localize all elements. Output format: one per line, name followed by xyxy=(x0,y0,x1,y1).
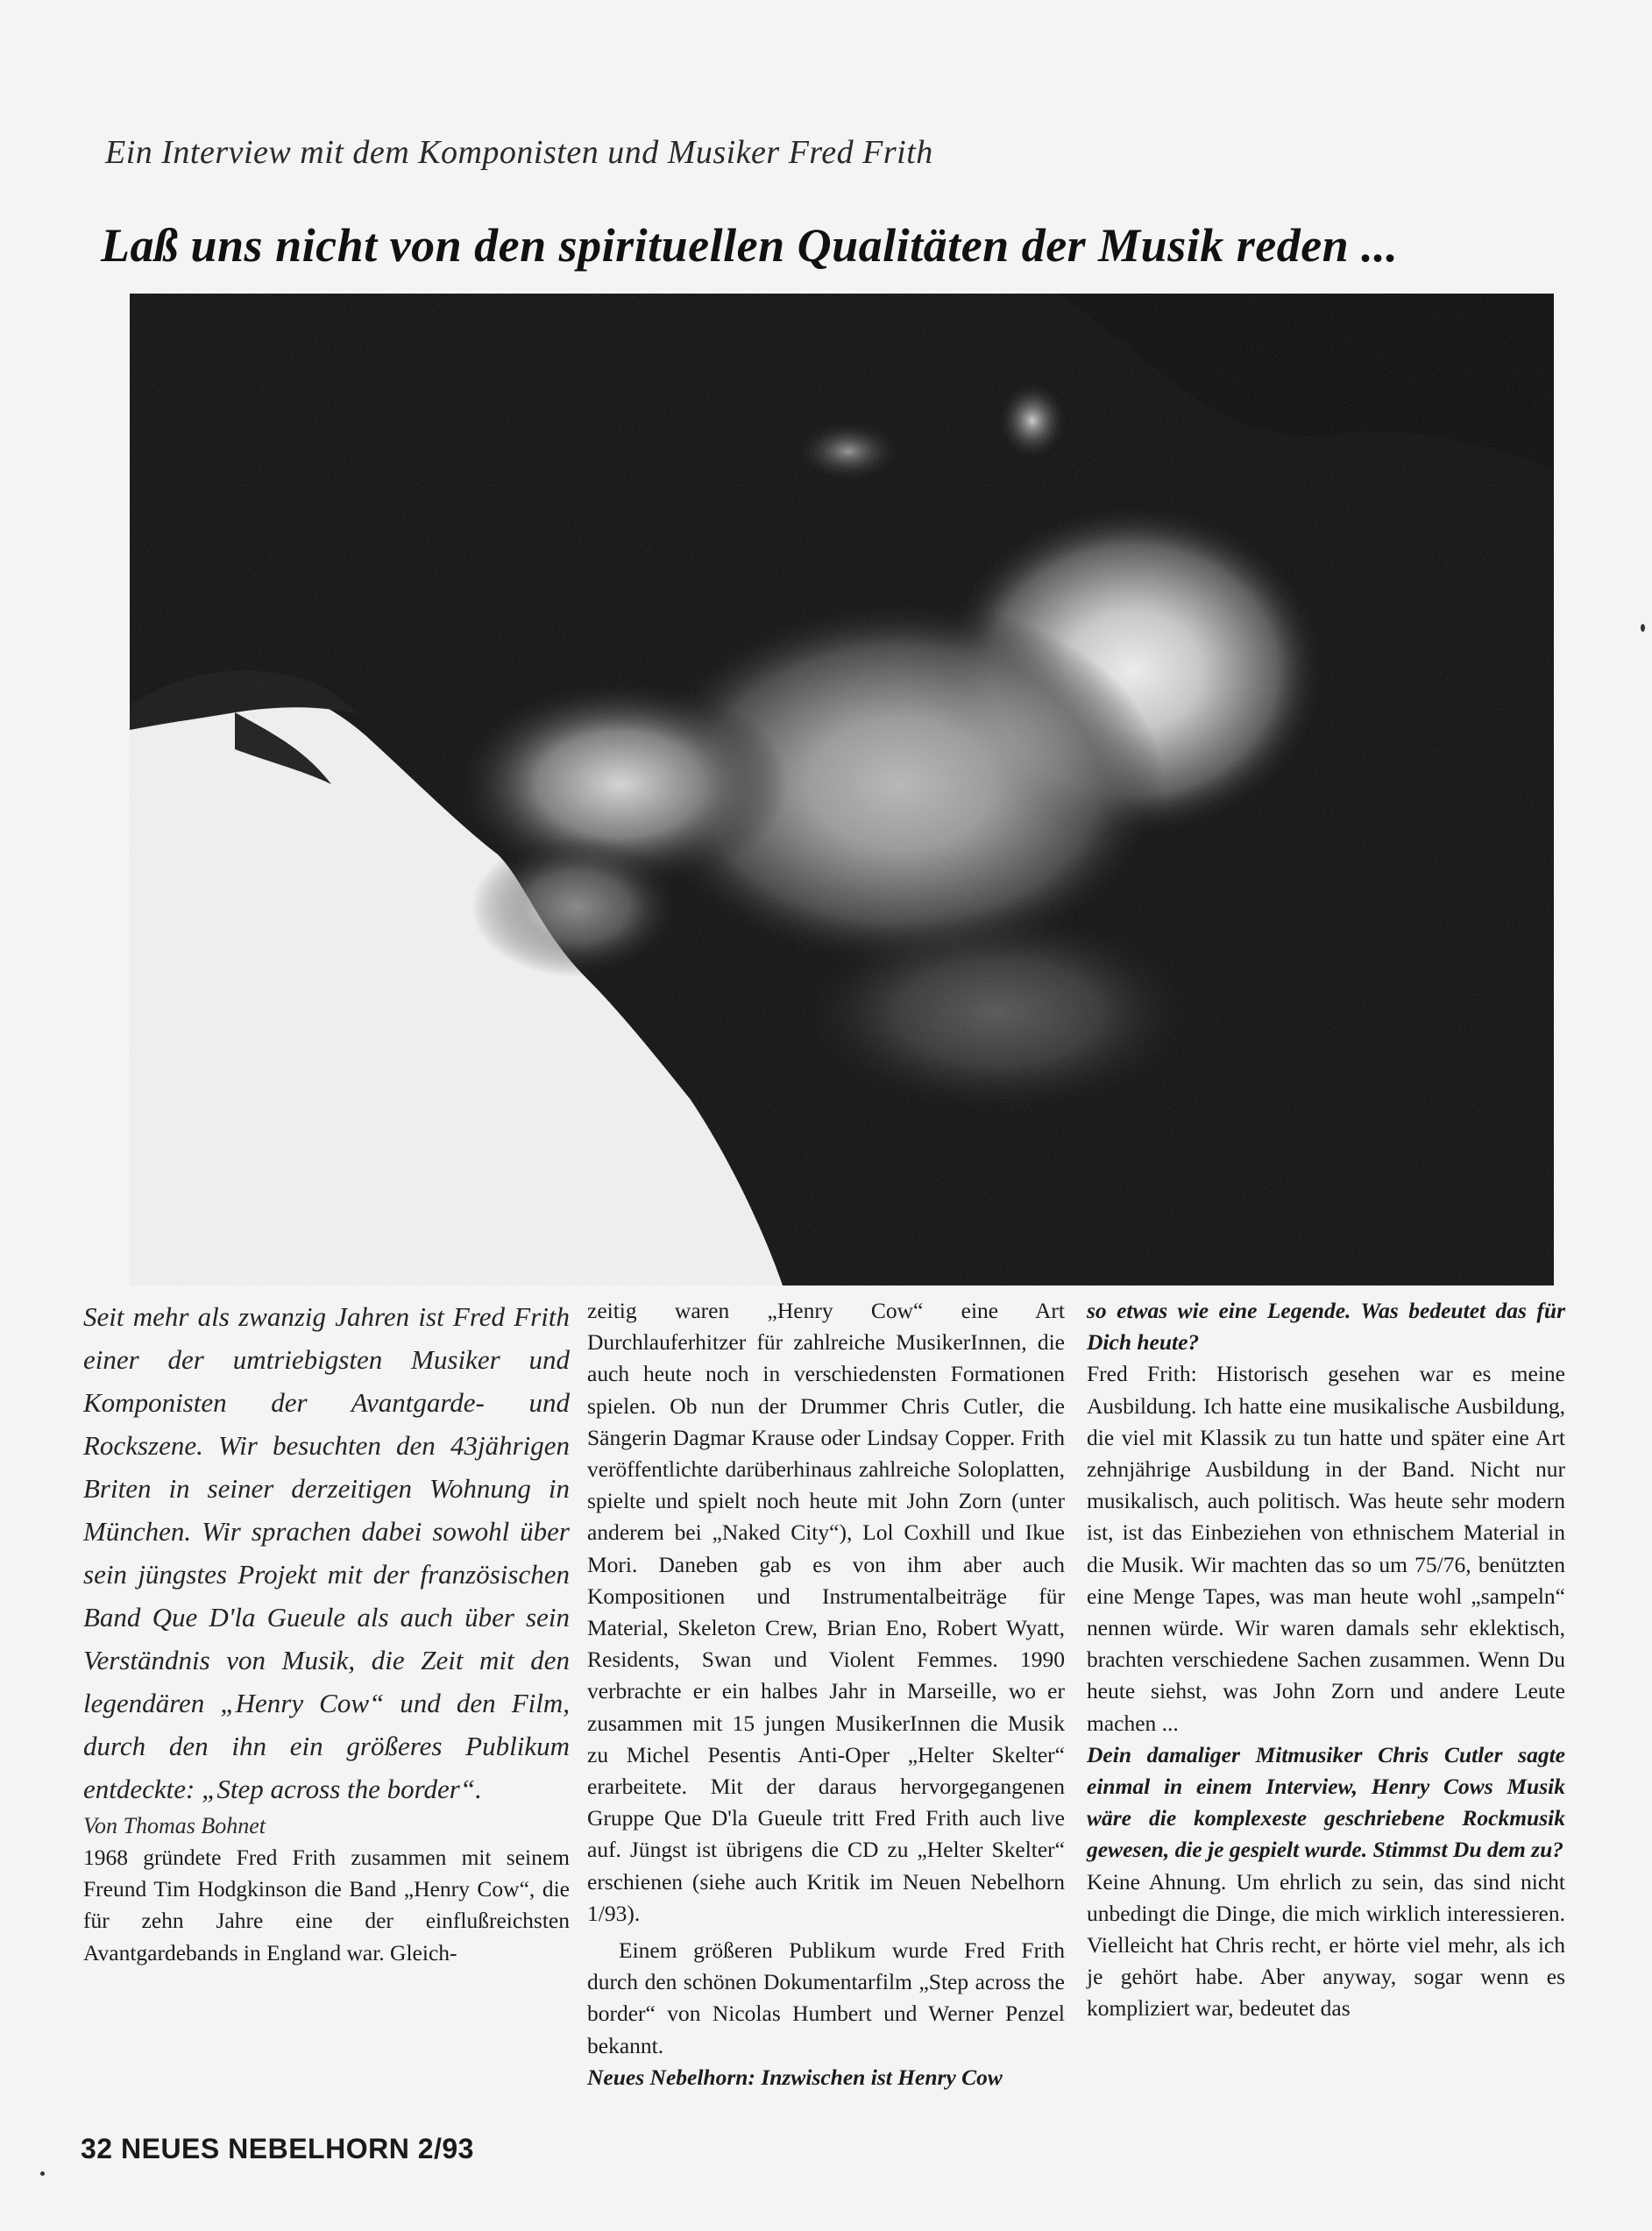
interview-answer: Keine Ahnung. Um ehrlich zu sein, das sind nicht unbedingt die Dinge, die mich wirklich interessieren. Vielleicht hat Chris recht, er hörte viel mehr, als ich je gehört habe. Aber anyway, sogar wenn es kompliziert war, bedeutet das xyxy=(1087,1868,1565,2022)
interview-question: so etwas wie eine Legende. Was bedeutet das für Dich heute? xyxy=(1087,1298,1565,1356)
article-column-3 xyxy=(1087,1295,1565,2025)
portrait-photo xyxy=(130,294,1554,1285)
page-folio: 32 NEUES NEBELHORN 2/93 xyxy=(81,2133,474,2164)
interview-question: Neues Nebelhorn: Inzwischen ist Henry Cow xyxy=(587,2064,1003,2090)
article-kicker: Ein Interview mit dem Komponisten und Musiker Fred Frith xyxy=(105,134,933,171)
portrait-photo-icon xyxy=(130,294,1554,1285)
article-lead: Seit mehr als zwanzig Jahren ist Fred Frith einer der umtriebigsten Musiker und Komponisten der Avantgarde- und Rockszene. Wir besuchten den 43jährigen Briten in seiner derzeitigen Wohnung in München. Wir sprachen dabei sowohl über sein jüngstes Projekt mit der französischen Band Que D'la Gueule als auch über sein Verständnis von Musik, die Zeit mit den legendären „Henry Cow“ und den Film, durch den ihn ein größeres Publikum entdeckte: „Step across the border“. xyxy=(83,1301,570,1804)
article-body-paragraph: zeitig waren „Henry Cow“ eine Art Durchlauferhitzer für zahlreiche MusikerInnen, die auch heute noch in verschiedensten Formationen spielen. Ob nun der Drummer Chris Cutler, die Sängerin Dagmar Krause oder Lindsay Copper. Frith veröffentlichte darüberhinaus zahlreiche Soloplatten, spielte und spielt noch heute mit John Zorn (unter anderem bei „Naked City“), Lol Coxhill und Ikue Mori. Daneben gab es von ihm aber auch Kompositionen und Instrumentalbeiträge für Material, Skeleton Crew, Brian Eno, Robert Wyatt, Residents, Swan und Violent Femmes. 1990 verbrachte er ein halbes Jahr in Marseille, wo er zusammen mit 15 jungen MusikerInnen die Musik zu Michel Pesentis Anti-Oper „Helter Skelter“ erarbeitete. Mit der daraus hervorgegangenen Gruppe Que D'la Gueule tritt Fred Frith auch live auf. Jüngst ist übrigens die CD zu „Helter Skelter“ erschienen (siehe auch Kritik im Neuen Nebelhorn 1/93). xyxy=(587,1298,1065,1926)
article-body-paragraph: Einem größeren Publikum wurde Fred Frith durch den schönen Dokumentarfilm „Step across the border“ von Nicolas Humbert und Werner Penzel bekannt. xyxy=(587,1937,1065,2058)
interview-question: Dein damaliger Mitmusiker Chris Cutler sagte einmal in einem Interview, Henry Cows Musik wäre die komplexeste geschriebene Rockmusik gewesen, die je gespielt wurde. Stimmst Du dem zu? xyxy=(1087,1741,1565,1863)
article-byline: Von Thomas Bohnet xyxy=(83,1813,266,1838)
article-column-1 xyxy=(83,1295,570,1969)
article-body-paragraph: 1968 gründete Fred Frith zusammen mit seinem Freund Tim Hodgkinson die Band „Henry Cow“, die für zehn Jahre eine der einflußreichsten Avantgardebands in England war. Gleich- xyxy=(83,1845,570,1965)
interview-answer: Fred Frith: Historisch gesehen war es meine Ausbildung. Ich hatte eine musikalische Ausbildung, die viel mit Klassik zu tun hatte und später eine Art zehnjährige Ausbildung in der Band. Nicht nur musikalisch, auch politisch. Was heute sehr modern ist, ist das Einbeziehen von ethnischem Material in die Musik. Wir machten das so um 75/76, benützten eine Menge Tapes, was man heute wohl „sampeln“ nennen würde. Wir waren damals sehr eklektisch, brachten verschiedene Sachen zusammen. Wenn Du heute siehst, was John Zorn und andere Leute machen ... xyxy=(1087,1361,1565,1736)
scan-speck xyxy=(40,2171,45,2176)
scan-speck xyxy=(1641,624,1645,632)
article-column-2 xyxy=(587,1295,1065,2093)
article-headline: Laß uns nicht von den spirituellen Qualitäten der Musik reden ... xyxy=(101,219,1399,272)
